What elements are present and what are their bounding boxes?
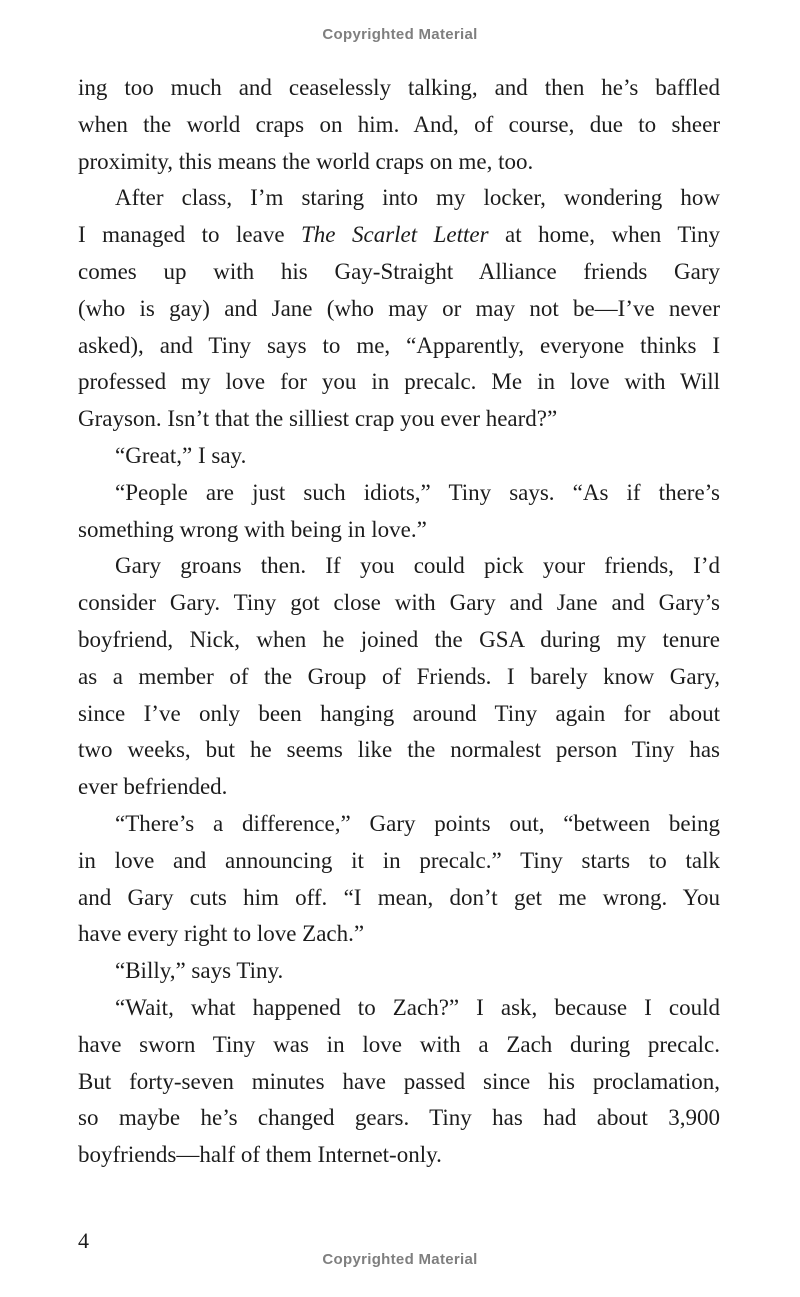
book-title-italic: The Scarlet Letter: [301, 222, 489, 248]
copyright-notice-bottom: Copyrighted Material: [322, 1251, 478, 1268]
text-line: boyfriends—half of them Internet-only.: [78, 1142, 442, 1168]
text-line: as a member of the Group of Friends. I barely know Gary,: [78, 663, 720, 689]
text-line: have sworn Tiny was in love with a Zach during precalc.: [78, 1031, 720, 1057]
text-line: since I’ve only been hanging around Tiny again for about: [78, 700, 720, 726]
text-line: comes up with his Gay-Straight Alliance friends Gary: [78, 258, 720, 284]
text-line: “People are just such idiots,” Tiny says. “As if there’s: [115, 479, 720, 505]
text-line: But forty-seven minutes have passed since his proclamation,: [78, 1068, 720, 1094]
text-line: [78, 217, 720, 254]
text-line: Grayson. Isn’t that the silliest crap you ever heard?”: [78, 406, 558, 432]
text-line: boyfriend, Nick, when he joined the GSA during my tenure: [78, 626, 720, 652]
page-number: 4: [78, 1228, 89, 1253]
paragraph: [78, 548, 720, 806]
copyright-notice-top: Copyrighted Material: [322, 26, 478, 43]
text-line: “Wait, what happened to Zach?” I ask, because I could: [115, 994, 720, 1020]
text-line: so maybe he’s changed gears. Tiny has had about 3,900: [78, 1105, 720, 1131]
text-segment: I managed to leave: [78, 222, 302, 248]
text-line: “Great,” I say.: [115, 442, 247, 468]
paragraph: [78, 438, 720, 475]
text-line: two weeks, but he seems like the normalest person Tiny has: [78, 737, 720, 763]
text-line: ing too much and ceaselessly talking, and then he’s baffled: [78, 75, 720, 100]
paragraph: [78, 953, 720, 990]
text-line: (who is gay) and Jane (who may or may not be—I’ve never: [78, 295, 720, 321]
paragraph: [78, 806, 720, 953]
text-line: “There’s a difference,” Gary points out, “between being: [115, 810, 720, 836]
text-line: when the world craps on him. And, of course, due to sheer: [78, 111, 720, 137]
paragraph: [78, 180, 720, 438]
text-line: proximity, this means the world craps on me, too.: [78, 148, 534, 174]
paragraph: [78, 990, 720, 1174]
text-segment: at home, when Tiny: [488, 222, 720, 248]
paragraph: [78, 475, 720, 549]
text-line: Gary groans then. If you could pick your friends, I’d: [115, 553, 720, 579]
text-block: [78, 70, 720, 1174]
text-line: asked), and Tiny says to me, “Apparently, everyone thinks I: [78, 332, 720, 358]
text-line: have every right to love Zach.”: [78, 921, 365, 947]
text-line: professed my love for you in precalc. Me in love with Will: [78, 369, 720, 395]
text-line: consider Gary. Tiny got close with Gary and Jane and Gary’s: [78, 590, 720, 616]
text-line: and Gary cuts him off. “I mean, don’t get me wrong. You: [78, 884, 720, 910]
paragraph: [78, 70, 720, 180]
text-line: After class, I’m staring into my locker, wondering how: [115, 185, 720, 211]
text-line: ever befriended.: [78, 774, 228, 800]
text-line: “Billy,” says Tiny.: [115, 958, 284, 984]
text-line: something wrong with being in love.”: [78, 516, 427, 542]
text-line: in love and announcing it in precalc.” Tiny starts to talk: [78, 847, 720, 873]
